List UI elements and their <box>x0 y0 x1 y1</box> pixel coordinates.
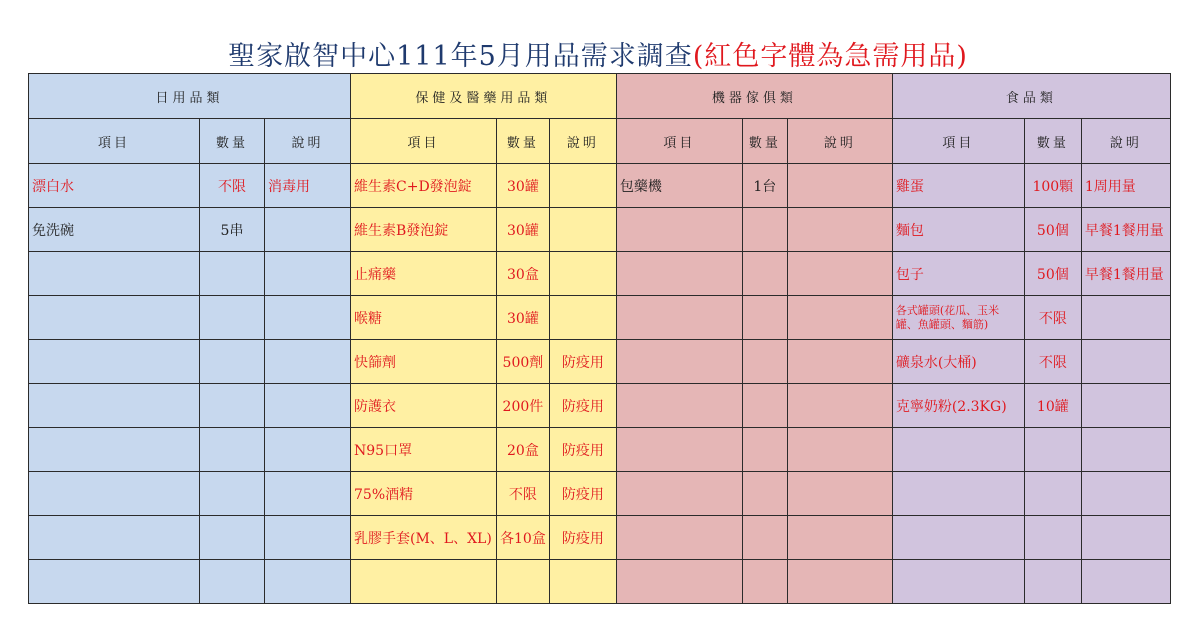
food-item: 礦泉水(大桶) <box>892 340 1024 384</box>
table-row <box>29 428 1171 472</box>
food-item <box>892 560 1024 604</box>
health-item: 快篩劑 <box>351 340 497 384</box>
equipment-item <box>616 516 742 560</box>
daily-qty <box>200 296 265 340</box>
equipment-item <box>616 384 742 428</box>
col-note: 說明 <box>787 119 892 164</box>
col-qty: 數量 <box>200 119 265 164</box>
equipment-item <box>616 340 742 384</box>
food-item: 各式罐頭(花瓜、玉米罐、魚罐頭、麵筋) <box>892 296 1024 340</box>
col-qty: 數量 <box>497 119 550 164</box>
daily-item <box>29 428 200 472</box>
col-item: 項目 <box>29 119 200 164</box>
health-item: 防護衣 <box>351 384 497 428</box>
health-item <box>351 560 497 604</box>
table-row <box>29 560 1171 604</box>
food-item: 雞蛋 <box>892 164 1024 208</box>
food-qty <box>1024 472 1081 516</box>
supply-demand-table <box>28 73 1171 604</box>
health-item: 75%酒精 <box>351 472 497 516</box>
food-qty: 10罐 <box>1024 384 1081 428</box>
food-qty <box>1024 516 1081 560</box>
group-header-food: 食品類 <box>892 74 1170 119</box>
equipment-item <box>616 428 742 472</box>
equipment-item <box>616 208 742 252</box>
table-row <box>29 472 1171 516</box>
equipment-note <box>787 296 892 340</box>
health-note <box>549 296 616 340</box>
daily-item: 漂白水 <box>29 164 200 208</box>
col-item: 項目 <box>616 119 742 164</box>
daily-note <box>265 560 351 604</box>
health-note <box>549 252 616 296</box>
daily-item: 免洗碗 <box>29 208 200 252</box>
daily-qty <box>200 560 265 604</box>
equipment-qty <box>742 516 787 560</box>
food-item <box>892 428 1024 472</box>
food-item: 克寧奶粉(2.3KG) <box>892 384 1024 428</box>
food-item <box>892 516 1024 560</box>
daily-note <box>265 296 351 340</box>
health-qty <box>497 560 550 604</box>
equipment-item <box>616 252 742 296</box>
col-item: 項目 <box>892 119 1024 164</box>
health-note: 防疫用 <box>549 384 616 428</box>
daily-item <box>29 296 200 340</box>
table-row <box>29 340 1171 384</box>
col-qty: 數量 <box>1024 119 1081 164</box>
equipment-note <box>787 164 892 208</box>
daily-note <box>265 472 351 516</box>
col-note: 說明 <box>1081 119 1170 164</box>
health-note: 防疫用 <box>549 516 616 560</box>
health-note: 防疫用 <box>549 472 616 516</box>
health-qty: 30罐 <box>497 164 550 208</box>
daily-item <box>29 252 200 296</box>
daily-note <box>265 516 351 560</box>
health-qty: 30罐 <box>497 296 550 340</box>
equipment-qty <box>742 340 787 384</box>
health-qty: 30罐 <box>497 208 550 252</box>
page-title <box>0 34 1196 73</box>
equipment-note <box>787 384 892 428</box>
food-qty: 50個 <box>1024 208 1081 252</box>
health-item: 維生素C+D發泡錠 <box>351 164 497 208</box>
food-note <box>1081 560 1170 604</box>
equipment-qty <box>742 428 787 472</box>
daily-qty <box>200 472 265 516</box>
group-header-health: 保健及醫藥用品類 <box>351 74 617 119</box>
food-note <box>1081 384 1170 428</box>
equipment-note <box>787 472 892 516</box>
health-item: N95口罩 <box>351 428 497 472</box>
daily-item <box>29 516 200 560</box>
food-note <box>1081 296 1170 340</box>
col-note: 說明 <box>265 119 351 164</box>
food-item: 包子 <box>892 252 1024 296</box>
food-note <box>1081 516 1170 560</box>
food-qty: 50個 <box>1024 252 1081 296</box>
equipment-item <box>616 472 742 516</box>
group-header-equipment: 機器傢俱類 <box>616 74 892 119</box>
equipment-qty <box>742 252 787 296</box>
daily-item <box>29 560 200 604</box>
daily-note <box>265 208 351 252</box>
food-item <box>892 472 1024 516</box>
equipment-qty <box>742 296 787 340</box>
daily-note: 消毒用 <box>265 164 351 208</box>
daily-note <box>265 340 351 384</box>
col-note: 說明 <box>549 119 616 164</box>
equipment-note <box>787 516 892 560</box>
daily-note <box>265 384 351 428</box>
health-qty: 不限 <box>497 472 550 516</box>
equipment-note <box>787 428 892 472</box>
food-qty: 不限 <box>1024 296 1081 340</box>
health-qty: 200件 <box>497 384 550 428</box>
daily-note <box>265 428 351 472</box>
col-qty: 數量 <box>742 119 787 164</box>
health-note <box>549 560 616 604</box>
table-row <box>29 516 1171 560</box>
equipment-note <box>787 560 892 604</box>
food-qty <box>1024 560 1081 604</box>
food-note: 早餐1餐用量 <box>1081 208 1170 252</box>
food-note <box>1081 472 1170 516</box>
equipment-item: 包藥機 <box>616 164 742 208</box>
health-qty: 各10盒 <box>497 516 550 560</box>
health-qty: 500劑 <box>497 340 550 384</box>
health-item: 喉糖 <box>351 296 497 340</box>
daily-item <box>29 340 200 384</box>
col-item: 項目 <box>351 119 497 164</box>
health-qty: 30盒 <box>497 252 550 296</box>
equipment-note <box>787 208 892 252</box>
health-item: 乳膠手套(M、L、XL) <box>351 516 497 560</box>
title-main: 聖家啟智中心111年5月用品需求調查 <box>228 41 693 72</box>
daily-item <box>29 384 200 428</box>
food-note: 早餐1餐用量 <box>1081 252 1170 296</box>
equipment-item <box>616 296 742 340</box>
table-row <box>29 384 1171 428</box>
health-note <box>549 164 616 208</box>
equipment-qty <box>742 208 787 252</box>
health-item: 維生素B發泡錠 <box>351 208 497 252</box>
equipment-item <box>616 560 742 604</box>
daily-qty <box>200 516 265 560</box>
food-note <box>1081 428 1170 472</box>
health-qty: 20盒 <box>497 428 550 472</box>
daily-item <box>29 472 200 516</box>
table-row <box>29 208 1171 252</box>
daily-qty <box>200 384 265 428</box>
health-note: 防疫用 <box>549 428 616 472</box>
food-note: 1周用量 <box>1081 164 1170 208</box>
daily-note <box>265 252 351 296</box>
table-row <box>29 252 1171 296</box>
health-note <box>549 208 616 252</box>
table-row <box>29 164 1171 208</box>
table-row <box>29 296 1171 340</box>
equipment-qty: 1台 <box>742 164 787 208</box>
daily-qty: 5串 <box>200 208 265 252</box>
daily-qty: 不限 <box>200 164 265 208</box>
equipment-qty <box>742 384 787 428</box>
equipment-note <box>787 252 892 296</box>
group-header-daily: 日用品類 <box>29 74 351 119</box>
health-item: 止痛藥 <box>351 252 497 296</box>
food-note <box>1081 340 1170 384</box>
equipment-qty <box>742 472 787 516</box>
title-red-note: (紅色字體為急需用品) <box>692 41 968 72</box>
daily-qty <box>200 252 265 296</box>
equipment-note <box>787 340 892 384</box>
equipment-qty <box>742 560 787 604</box>
food-qty: 100顆 <box>1024 164 1081 208</box>
daily-qty <box>200 340 265 384</box>
daily-qty <box>200 428 265 472</box>
food-item: 麵包 <box>892 208 1024 252</box>
food-qty: 不限 <box>1024 340 1081 384</box>
food-qty <box>1024 428 1081 472</box>
health-note: 防疫用 <box>549 340 616 384</box>
